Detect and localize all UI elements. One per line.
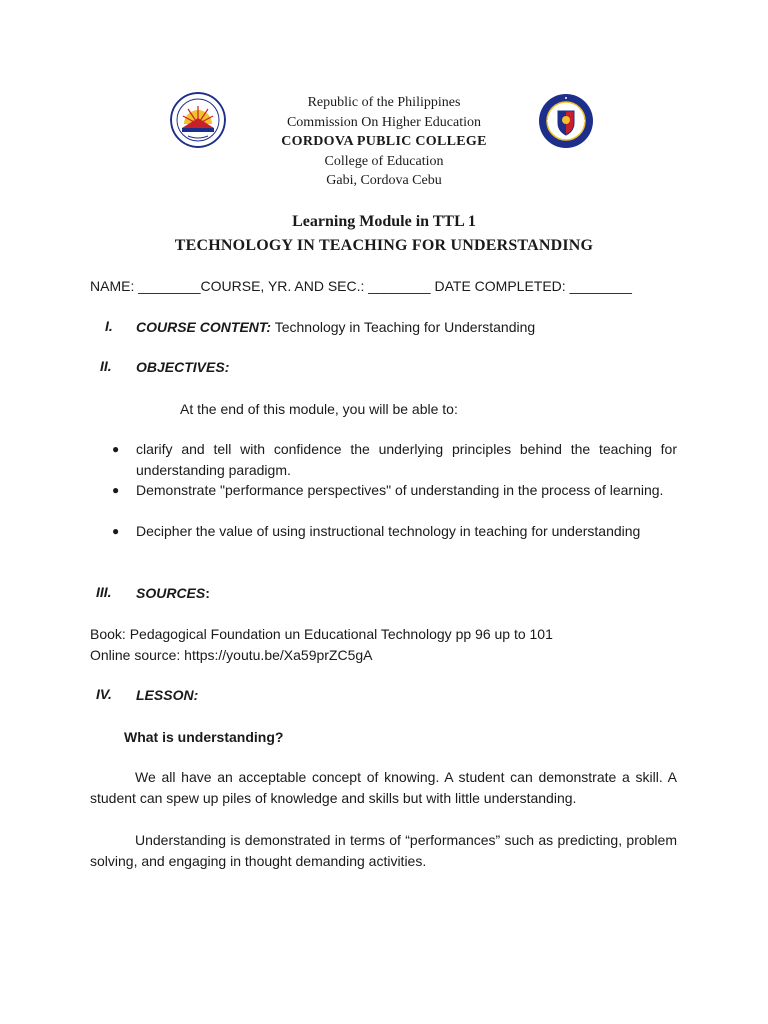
bullet-icon: ● <box>112 442 120 456</box>
header-republic: Republic of the Philippines <box>307 95 461 110</box>
source-book: Book: Pedagogical Foundation un Educational Technology pp 96 up to 101 <box>90 626 553 642</box>
course-content-line <box>136 317 696 338</box>
course-content-text: Technology in Teaching for Understanding <box>271 319 536 335</box>
header-commission: Commission On Higher Education <box>286 114 482 130</box>
institution-header <box>200 93 568 191</box>
module-title-line2: TECHNOLOGY IN TEACHING FOR UNDERSTANDING <box>174 237 594 254</box>
section-numeral-1: I. <box>105 318 113 334</box>
objective-item-2: Demonstrate "performance perspectives" of understanding in the process of learning. <box>136 482 664 498</box>
section-numeral-3: III. <box>96 584 112 600</box>
source-online-link[interactable]: Online source: https://youtu.be/Xa59prZC5gA <box>90 647 373 663</box>
header-address: Gabi, Cordova Cebu <box>326 173 442 188</box>
objectives-label: OBJECTIVES: <box>136 359 230 375</box>
module-title-line1: Learning Module in TTL 1 <box>292 213 476 230</box>
bullet-icon: ● <box>112 524 120 538</box>
header-college-name: CORDOVA PUBLIC COLLEGE <box>281 134 487 149</box>
section-numeral-4: IV. <box>96 686 112 702</box>
header-department: College of Education <box>324 153 444 169</box>
lesson-paragraph-2: Understanding is demonstrated in terms of “performances” such as predicting, problem solving, and engaging in thought demanding activities. <box>90 832 677 869</box>
objective-item-1: clarify and tell with confidence the underlying principles behind the teaching for understanding paradigm. <box>136 441 677 478</box>
sources-label: SOURCES <box>136 585 206 601</box>
module-title <box>84 210 684 258</box>
section-numeral-2: II. <box>100 358 112 374</box>
lesson-paragraph-1: We all have an acceptable concept of knowing. A student can demonstrate a skill. A student can spew up piles of knowledge and skills but with little understanding. <box>90 769 677 806</box>
course-content-label: COURSE CONTENT: <box>136 319 272 335</box>
lesson-heading: What is understanding? <box>124 729 284 745</box>
objectives-intro: At the end of this module, you will be able to: <box>180 401 458 417</box>
objective-item-3: Decipher the value of using instructional technology in teaching for understanding <box>136 523 641 539</box>
name-course-date-line: NAME: ________COURSE, YR. AND SEC.: ________ DATE COMPLETED: ________ <box>90 278 632 294</box>
sources-heading <box>136 583 210 604</box>
sources-colon: : <box>205 585 210 601</box>
bullet-icon: ● <box>112 483 120 497</box>
lesson-label: LESSON: <box>136 687 199 703</box>
